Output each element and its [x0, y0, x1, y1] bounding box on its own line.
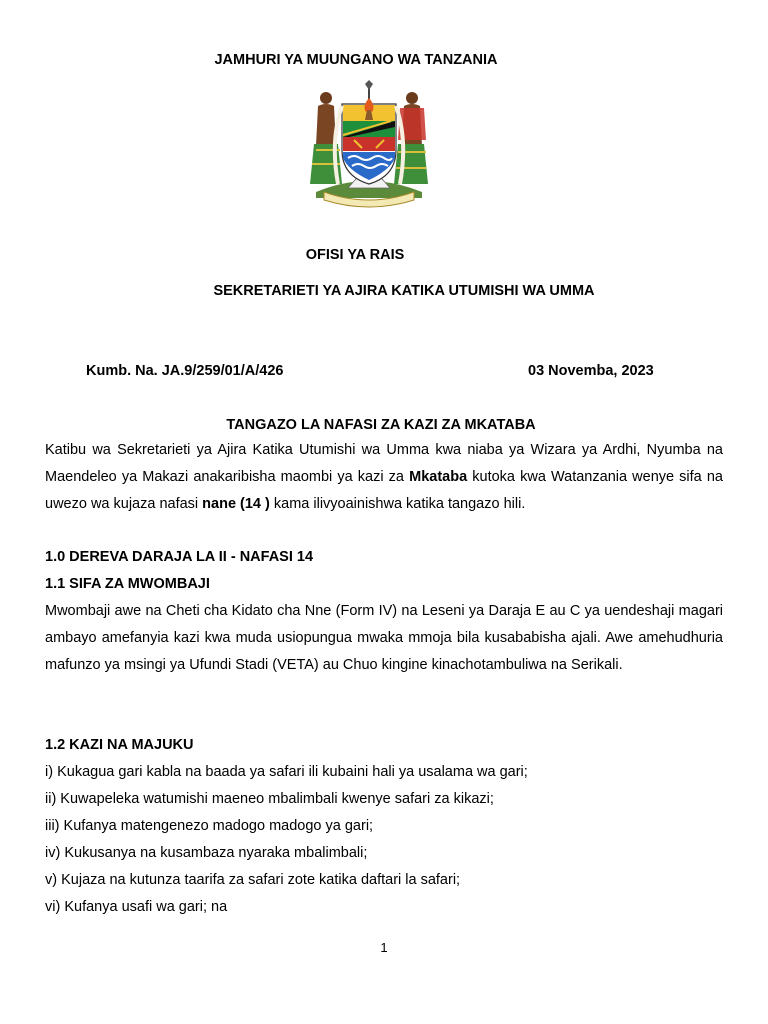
qualifications-heading: 1.1 SIFA ZA MWOMBAJI — [45, 576, 210, 592]
intro-bold-count: nane (14 ) — [202, 496, 270, 512]
duty-item: v) Kujaza na kutunza taarifa za safari zote katika daftari la safari; — [45, 872, 461, 888]
intro-paragraph — [45, 437, 723, 518]
duty-item: iii) Kufanya matengenezo madogo madogo ya gari; — [45, 818, 374, 834]
duties-heading: 1.2 KAZI NA MAJUKU — [45, 737, 194, 753]
section-heading: 1.0 DEREVA DARAJA LA II - NAFASI 14 — [45, 549, 314, 565]
page-number: 1 — [380, 940, 388, 955]
notice-title: TANGAZO LA NAFASI ZA KAZI ZA MKATABA — [226, 417, 536, 433]
duty-item: iv) Kukusanya na kusambaza nyaraka mbalimbali; — [45, 845, 368, 861]
secretariat-heading: SEKRETARIETI YA AJIRA KATIKA UTUMISHI WA UMMA — [213, 283, 595, 299]
intro-text-3: kama ilivyoainishwa katika tangazo hili. — [269, 496, 526, 512]
office-heading: OFISI YA RAIS — [305, 247, 405, 263]
intro-text-1: Katibu wa Sekretarieti ya Ajira Katika Utumishi wa Umma kwa niaba ya Wizara ya Ardhi, Nyumba na Maendeleo ya Makazi anakaribisha maombi ya kazi za — [45, 442, 723, 485]
republic-heading: JAMHURI YA MUUNGANO WA TANZANIA — [214, 52, 498, 68]
duty-item: vi) Kufanya usafi wa gari; na — [45, 899, 228, 915]
intro-text-2: kutoka kwa Watanzania wenye sifa na uwezo wa kujaza nafasi — [45, 469, 723, 512]
qualifications-paragraph: Mwombaji awe na Cheti cha Kidato cha Nne (Form IV) na Leseni ya Daraja E au C ya uendeshaji magari ambayo amefanyia kazi kwa muda usiopungua mwaka mmoja bila kusababisha ajali. Awe amehudhuria mafunzo ya msingi ya Ufundi Stadi (VETA) au Chuo kingine kinachotambuliwa na Serikali. — [45, 603, 723, 673]
reference-number: Kumb. Na. JA.9/259/01/A/426 — [86, 363, 284, 379]
duty-item: ii) Kuwapeleka watumishi maeneo mbalimbali kwenye safari za kikazi; — [45, 791, 494, 807]
tanzania-coat-of-arms-icon — [296, 80, 442, 208]
duty-item: i) Kukagua gari kabla na baada ya safari ili kubaini hali ya usalama wa gari; — [45, 764, 528, 780]
intro-bold-contract: Mkataba — [409, 469, 468, 485]
reference-date: 03 Novemba, 2023 — [528, 363, 654, 379]
